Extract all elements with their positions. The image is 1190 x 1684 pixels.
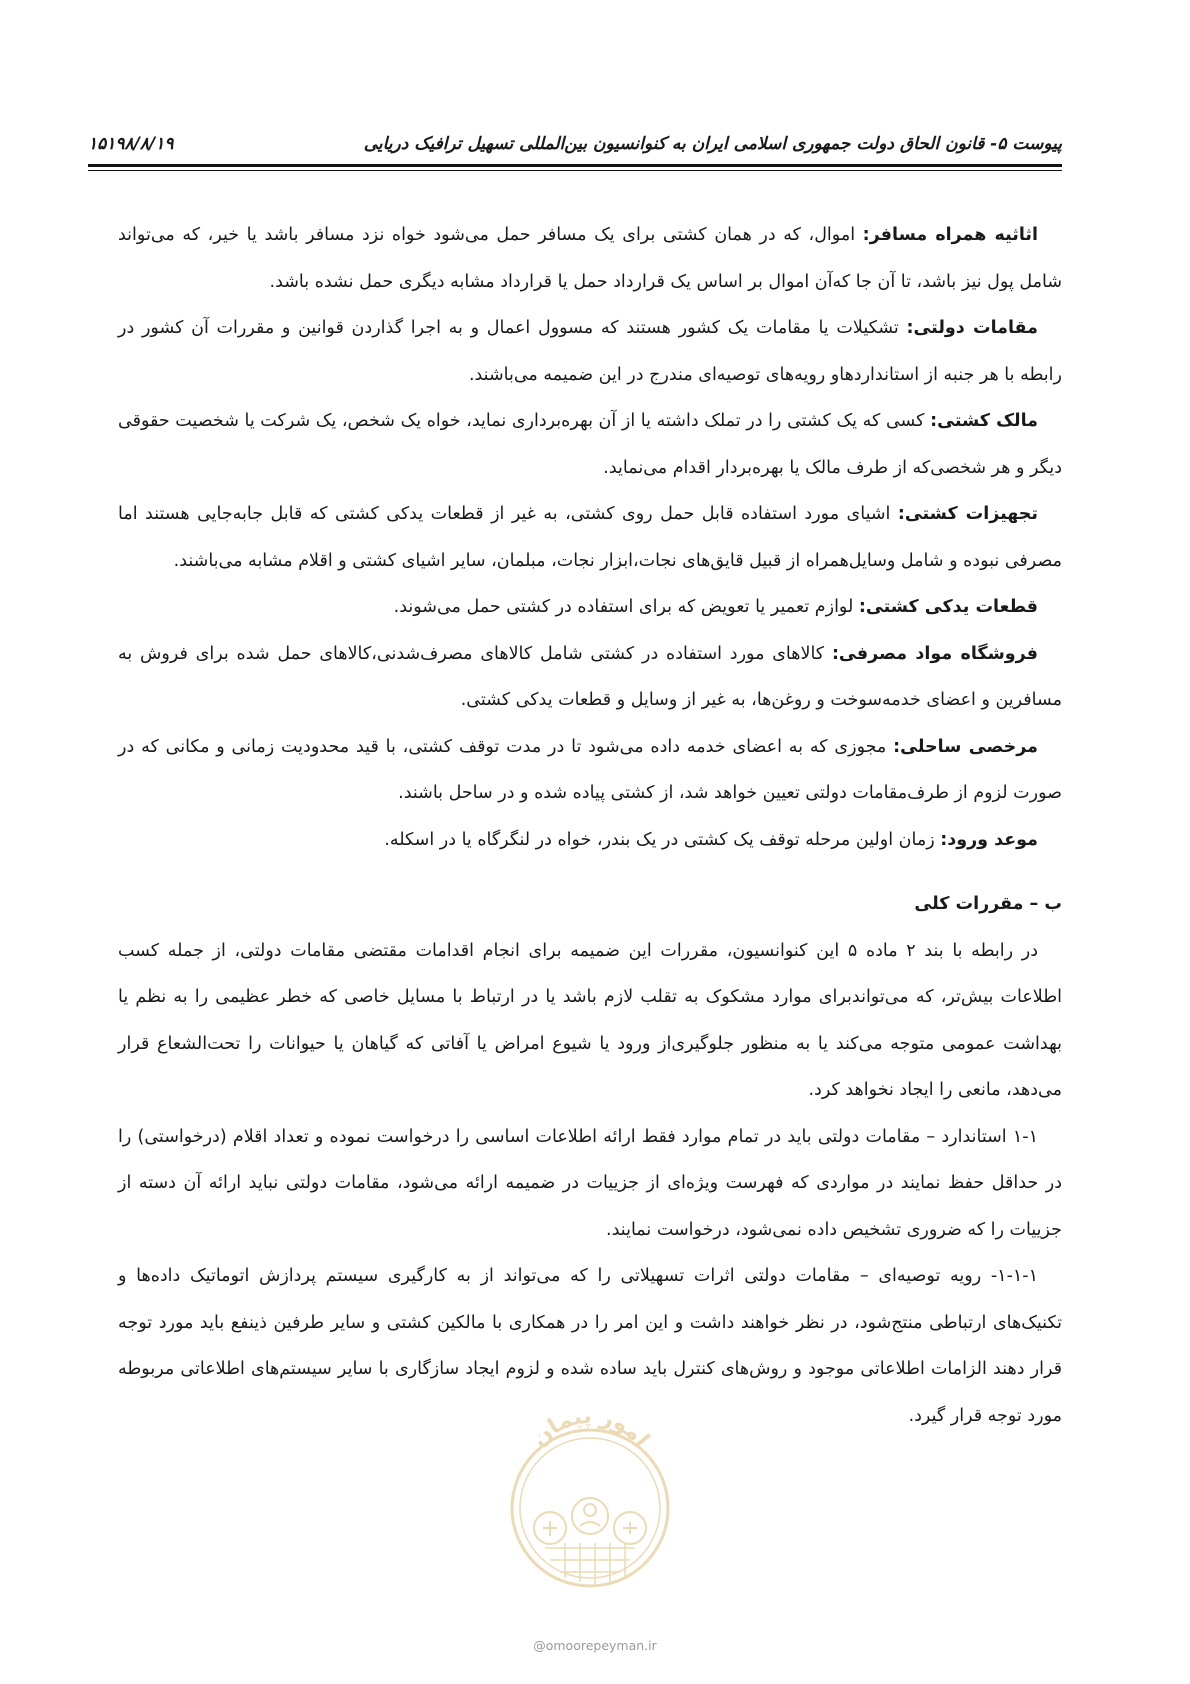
definition-paragraph [118,724,1062,817]
seal-logo-icon [505,1398,675,1598]
body-paragraph: ۱-۱-۱- رویه توصیه‌ای – مقامات دولتی اثرات تسهیلاتی را که می‌تواند از به کارگیری سیستم پردازش اتوماتیک داده‌ها و تکنیک‌های ارتباطی منتج‌شود، در نظر خواهند داشت و این امر را در همکاری با مالکین کشتی و سایر طرفین ذینفع باید مورد توجه قرار دهند الزامات اطلاعاتی موجود و روش‌های کنترل باید ساده شده و لزوم ایجاد سازگاری با سایر سیستم‌های اطلاعاتی مربوطه مورد توجه قرار گیرد. [118,1266,1062,1426]
definition-text: کالاهای مورد استفاده در کشتی شامل کالاهای مصرف‌شدنی،کالاهای حمل شده برای فروش به مسافرین و اعضای خدمه‌سوخت و روغن‌ها، به غیر از وسایل و قطعات یدکی کشتی. [118,643,1062,710]
body-paragraph: ۱-۱ استاندارد – مقامات دولتی باید در تمام موارد فقط ارائه اطلاعات اساسی را درخواست نموده و تعداد اقلام (درخواستی) را در حداقل حفظ نمایند در مواردی که فهرست ویژه‌ای از جزییات در ضمیمه ارائه می‌شود، مقامات دولتی نباید ارائه آن دسته از جزییات را که ضروری تشخیص داده نمی‌شود، درخواست نمایند. [118,1126,1062,1240]
definition-text: لوازم تعمیر یا تعویض که برای استفاده در کشتی حمل می‌شوند. [393,597,859,617]
header-title: پیوست ۵- قانون الحاق دولت جمهوری اسلامی ایران به کنوانسیون بین‌المللی تسهیل ترافیک دریایی [363,134,1062,154]
watermark: @omoorepeyman.ir [533,1638,657,1653]
definition-text: کسی که یک کشتی را در تملک داشته یا از آن بهره‌برداری نماید، خواه یک شخص، یک شرکت یا شخصیت حقوقی دیگر و هر شخصی‌که از طرف مالک یا بهره‌بردار اقدام می‌نماید. [118,411,1062,478]
definition-term: موعد ورود: [940,829,1038,850]
seal-text: امور پیمان [526,1403,654,1453]
definition-term: تجهیزات کشتی: [897,504,1038,524]
definition-paragraph [118,398,1062,491]
definition-term: قطعات یدکی کشتی: [858,597,1038,617]
body-paragraph: در رابطه با بند ۲ ماده ۵ این کنوانسیون، مقررات این ضمیمه برای انجام اقدامات مقتضی مقامات دولتی، از جمله کسب اطلاعات بیش‌تر، که می‌تواندبرای موارد مشکوک به تقلب لازم باشد یا در ارتباط با مسایل خاصی که خطر عظیمی را به نظم یا بهداشت عمومی متوجه می‌کند یا به منظور جلوگیری‌از ورود یا شیوع امراض یا آفاتی که گیاهان یا حیوانات را تحت‌الشعاع قرار می‌دهد، مانعی را ایجاد نخواهد کرد. [118,940,1062,1100]
header-rule-thick [88,164,1062,167]
section-heading: ب – مقررات کلی [914,894,1062,914]
document-body [118,212,1062,1439]
definition-text: مجوزی که به اعضای خدمه داده می‌شود تا در مدت توقف کشتی، با قید محدودیت زمانی و مکانی که در صورت لزوم از طرف‌مقامات دولتی تعیین خواهد شد، از کشتی پیاده شده و در ساحل باشند. [118,736,1062,803]
definition-text: تشکیلات یا مقامات یک کشور هستند که مسوول اعمال و به اجرا گذاردن قوانین و مقررات آن کشور در رابطه با هر جنبه از استانداردهاو رویه‌های توصیه‌ای مندرج در این ضمیمه می‌باشند. [118,318,1062,385]
definition-paragraph [118,631,1062,724]
header-date: ۱۵۱۹۸/۸/۱۹ [88,134,174,154]
definition-paragraph [118,212,1062,305]
definition-paragraph [118,491,1062,584]
definition-term: مقامات دولتی: [906,318,1038,338]
definition-paragraph [118,305,1062,398]
definition-term: مالک کشتی: [930,411,1038,431]
definition-term: مرخصی ساحلی: [893,736,1038,757]
definition-text: زمان اولین مرحله توقف یک کشتی در یک بندر، خواه در لنگرگاه یا در اسکله. [384,829,941,850]
svg-text:امور پیمان [527,1404,654,1452]
definition-term: فروشگاه مواد مصرفی: [831,643,1038,664]
definition-paragraph [118,584,1062,631]
definition-text: اشیای مورد استفاده قابل حمل روی کشتی، به غیر از قطعات یدکی کشتی که قابل جابه‌جایی هستند اما مصرفی نبوده و شامل وسایل‌همراه از قبیل قایق‌های نجات،ابزار نجات، مبلمان، سایر اشیای کشتی و اقلام مشابه می‌باشند. [118,504,1062,571]
definition-term: اثاثیه همراه مسافر: [862,225,1038,245]
page-header [88,126,1062,166]
header-rule-thin [88,170,1062,171]
definition-paragraph [118,817,1062,864]
definition-text: اموال، که در همان کشتی برای یک مسافر حمل می‌شود خواه نزد مسافر باشد یا خیر، که می‌تواند شامل پول نیز باشد، تا آن جا که‌آن اموال بر اساس یک قرارداد حمل یا قرارداد مشابه دیگری حمل نشده باشد. [118,225,1062,292]
